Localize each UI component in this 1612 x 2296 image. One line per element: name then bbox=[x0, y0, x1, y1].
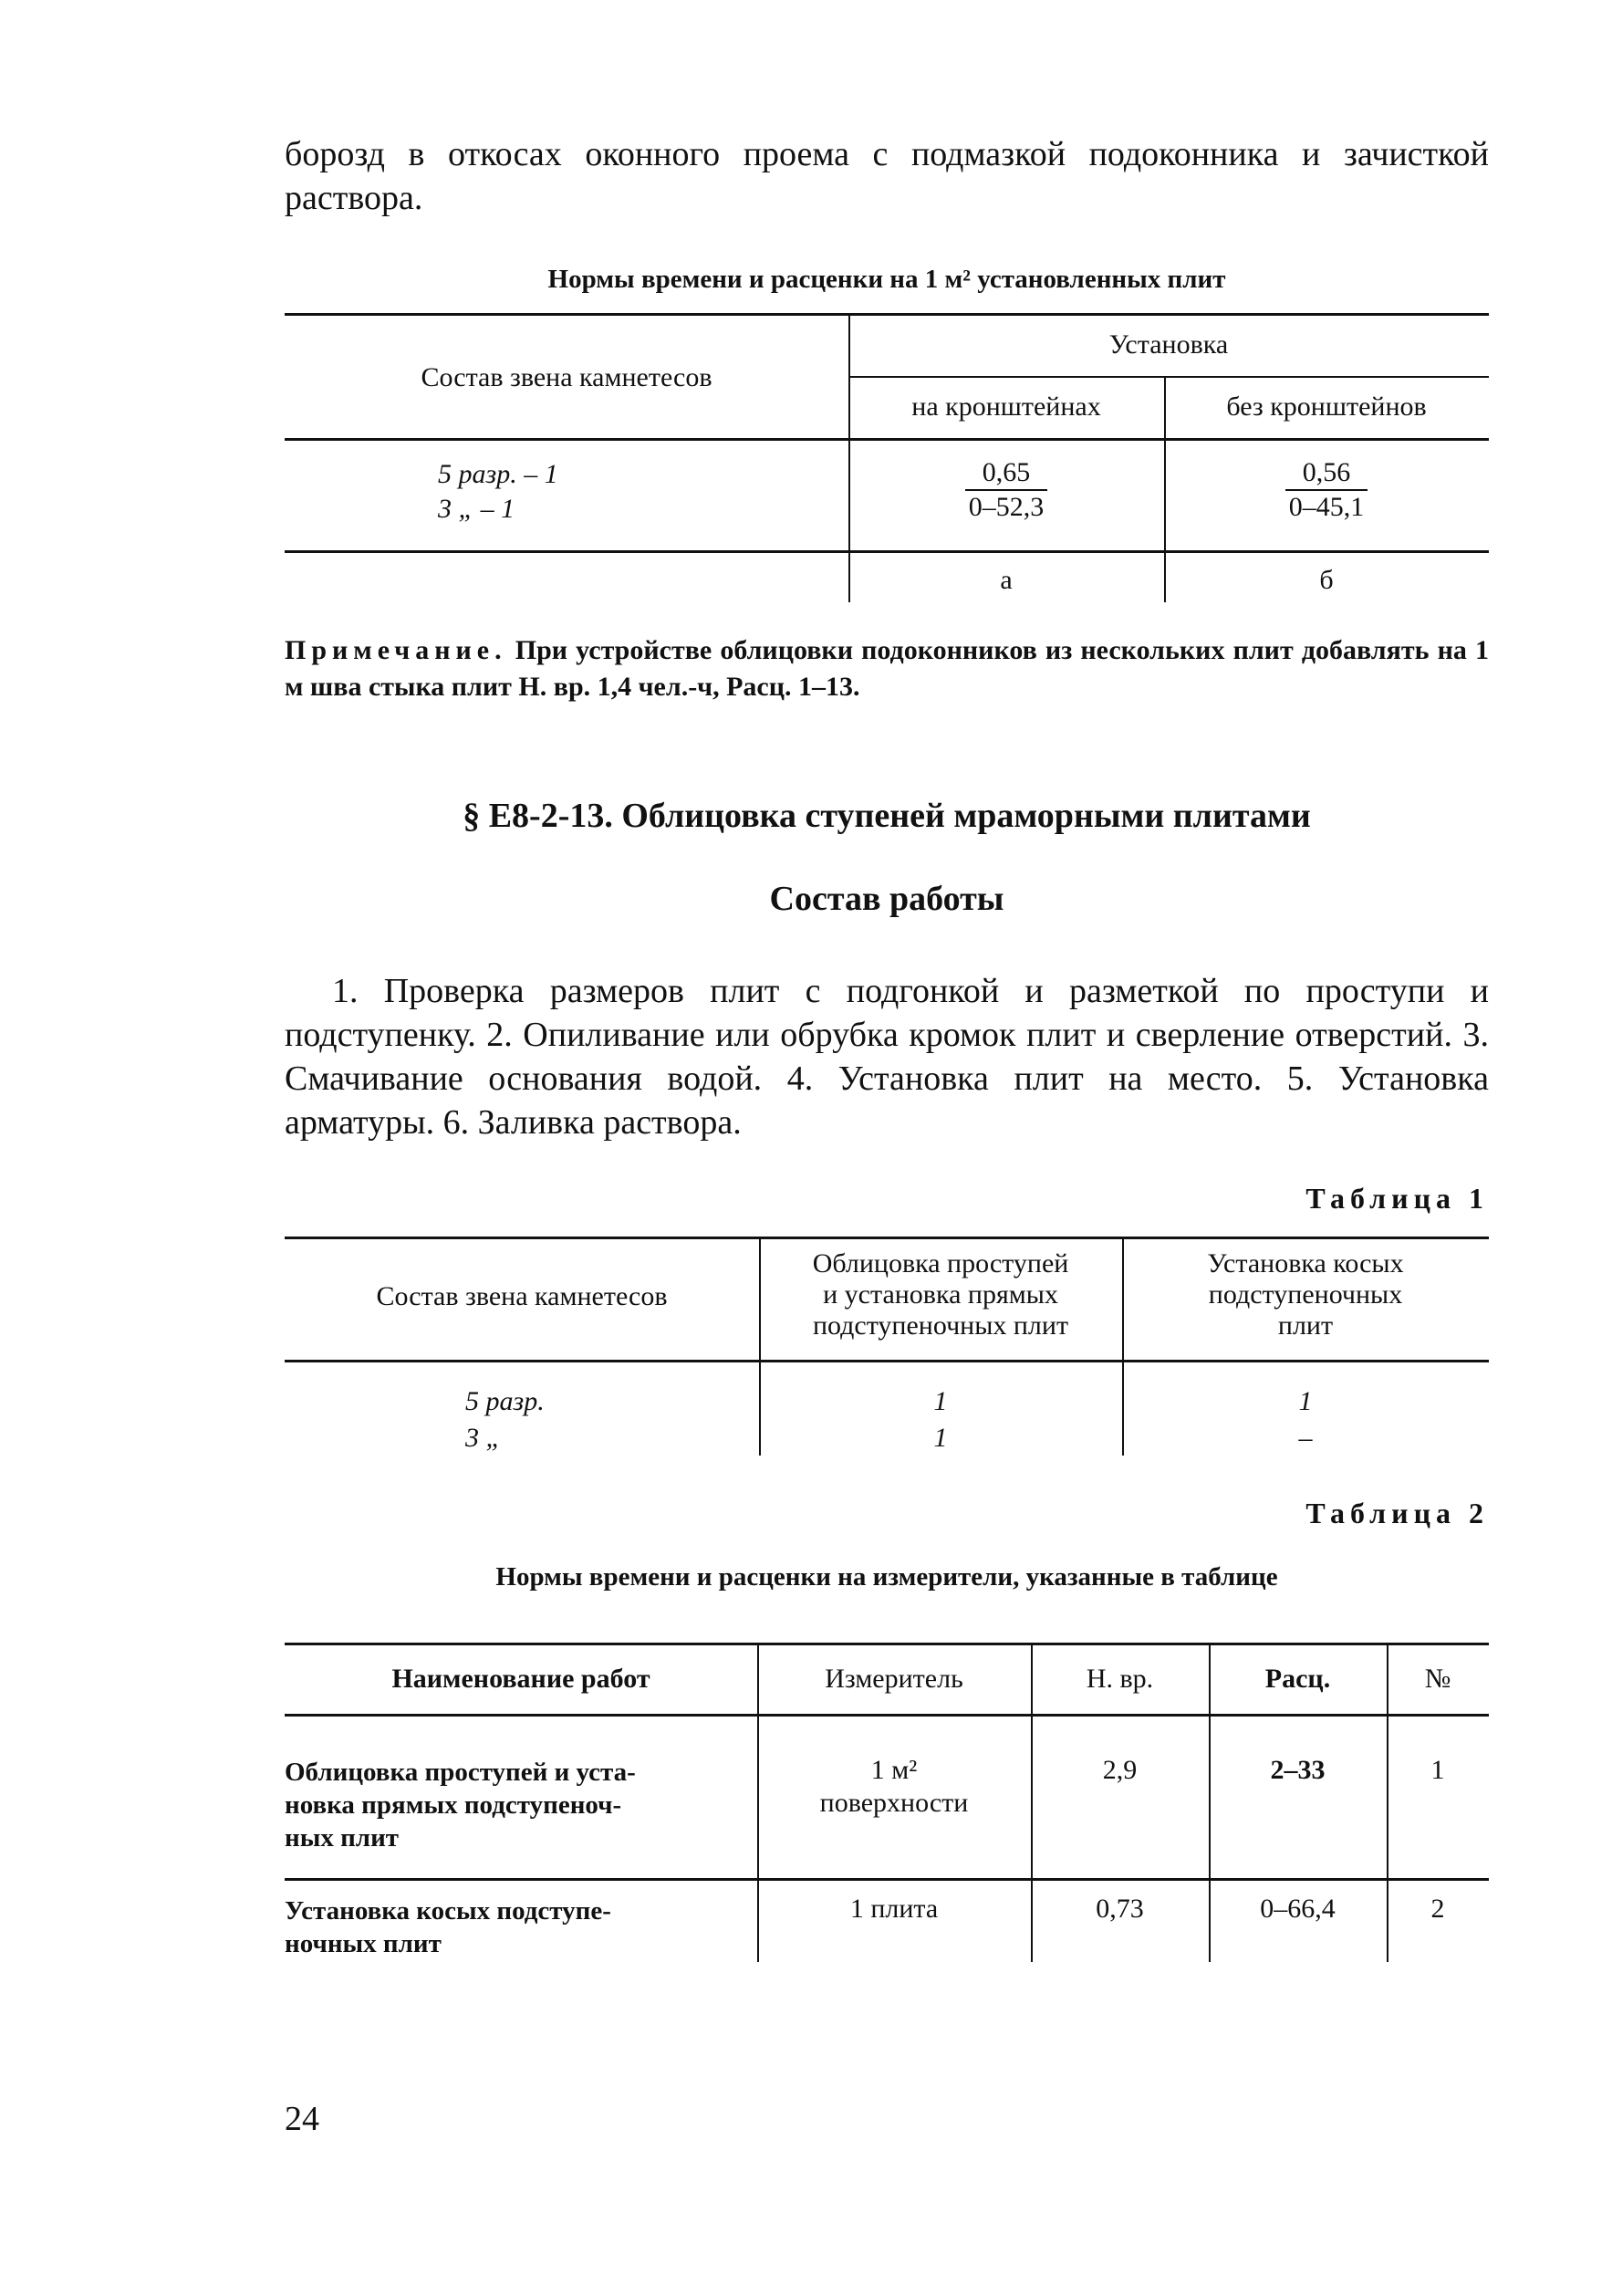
table2-head-price: Расц. bbox=[1264, 1664, 1331, 1694]
table2-row1-price: 2–33 bbox=[1270, 1755, 1326, 1785]
note-text: При устройстве облицовки подоконников из нескольких плит добавлять на 1 м шва стыка плит Н. вр. 1,4 чел.-ч, Расц. 1–13. bbox=[285, 635, 1489, 702]
table1-head-col2 bbox=[759, 1248, 1122, 1341]
table2-head-norm: Н. вр. bbox=[1086, 1664, 1154, 1694]
table2-row2-name-line2: ночных плит bbox=[285, 1929, 442, 1958]
table0-head-b: без кронштейнов bbox=[1226, 391, 1427, 422]
table2-row1-name-line2: новка прямых подступеноч- bbox=[285, 1790, 622, 1820]
table1-head-col2-line1: Облицовка проступей bbox=[812, 1248, 1069, 1278]
table0-index-b: б bbox=[1319, 565, 1334, 595]
table0-value-b-numerator: 0,56 bbox=[1285, 456, 1368, 491]
section-title: § Е8-2-13. Облицовка ступеней мраморными плитами bbox=[463, 797, 1311, 835]
work-paragraph: 1. Проверка размеров плит с подгонкой и разметкой по проступи и подступенку. 2. Опиливание или обрубка кромок плит и сверление отверстий. 3. Смачивание основания водой. 4. Установка плит на место. 5. Установка арматуры. 6. Заливка раствора. bbox=[285, 972, 1489, 1142]
table2-row1-name-line3: ных плит bbox=[285, 1823, 400, 1852]
intro-paragraph: борозд в откосах оконного проема с подмазкой подоконника и зачисткой раствора. bbox=[285, 135, 1489, 217]
table1-head-col3-line1: Установка косых bbox=[1207, 1248, 1404, 1278]
table2-head-name: Наименование работ bbox=[391, 1664, 650, 1694]
table1-row1-col2: 1 bbox=[933, 1386, 948, 1416]
work-title: Состав работы bbox=[769, 880, 1004, 918]
page-number: 24 bbox=[285, 2100, 319, 2138]
table1-label: Таблица 1 bbox=[1305, 1182, 1489, 1215]
table2-head-number: № bbox=[1424, 1664, 1451, 1694]
table0-note bbox=[285, 632, 1489, 705]
table2-row1-norm: 2,9 bbox=[1102, 1755, 1138, 1785]
table0-value-b-denominator: 0–45,1 bbox=[1288, 492, 1365, 522]
table1-head-col3-line3: плит bbox=[1277, 1310, 1334, 1341]
table0-value-a-denominator: 0–52,3 bbox=[968, 492, 1045, 522]
table0-head-crew: Состав звена камнетесов bbox=[421, 362, 712, 392]
table1-head-crew: Состав звена камнетесов bbox=[376, 1281, 668, 1311]
table0-crew-line2: 3 „ – 1 bbox=[438, 494, 515, 524]
table2-row1-unit-line2: поверхности bbox=[819, 1788, 969, 1818]
table2-row1-unit-line1: 1 м² bbox=[870, 1755, 918, 1785]
table2-row1-unit bbox=[757, 1754, 1031, 1820]
table1-head-col2-line3: подступеночных плит bbox=[812, 1310, 1069, 1341]
table2-row2-unit: 1 плита bbox=[849, 1894, 939, 1924]
table2-row2-norm: 0,73 bbox=[1096, 1894, 1144, 1924]
table2-row2-number: 2 bbox=[1430, 1894, 1445, 1924]
table-row bbox=[285, 1894, 741, 1960]
table1-head-col2-line2: и установка прямых bbox=[823, 1279, 1058, 1310]
table-row bbox=[285, 1756, 741, 1854]
table0-head-a: на кронштейнах bbox=[911, 391, 1101, 422]
table1-head-col3-line2: подступеночных bbox=[1208, 1279, 1403, 1310]
table0-index-a: а bbox=[1000, 565, 1013, 595]
table0-value-b bbox=[1164, 456, 1489, 524]
table2-row2-price: 0–66,4 bbox=[1260, 1894, 1336, 1924]
table1-row2-crew: 3 „ bbox=[465, 1423, 502, 1453]
table1-row2-col2: 1 bbox=[933, 1423, 948, 1453]
table2-row1-number: 1 bbox=[1430, 1755, 1445, 1785]
table1-row2-col3: – bbox=[1298, 1423, 1313, 1453]
table0-crew-line1: 5 разр. – 1 bbox=[438, 459, 558, 489]
table1-head-col3 bbox=[1122, 1248, 1489, 1341]
note-label: Примечание. bbox=[285, 635, 507, 665]
table0-caption: Нормы времени и расценки на 1 м² установленных плит bbox=[547, 265, 1226, 294]
table0-value-a bbox=[848, 456, 1164, 524]
table2-row2-name-line1: Установка косых подступе- bbox=[285, 1896, 611, 1926]
table0-head-group: Установка bbox=[1108, 329, 1229, 360]
table1-row1-col3: 1 bbox=[1298, 1386, 1313, 1416]
table2-row1-name-line1: Облицовка проступей и уста- bbox=[285, 1758, 636, 1787]
table2-label: Таблица 2 bbox=[1305, 1497, 1489, 1529]
table2-caption: Нормы времени и расценки на измерители, указанные в таблице bbox=[495, 1562, 1278, 1592]
table0-value-a-numerator: 0,65 bbox=[965, 456, 1048, 491]
table2-head-unit: Измеритель bbox=[825, 1664, 963, 1694]
table1-row1-crew: 5 разр. bbox=[465, 1386, 545, 1416]
